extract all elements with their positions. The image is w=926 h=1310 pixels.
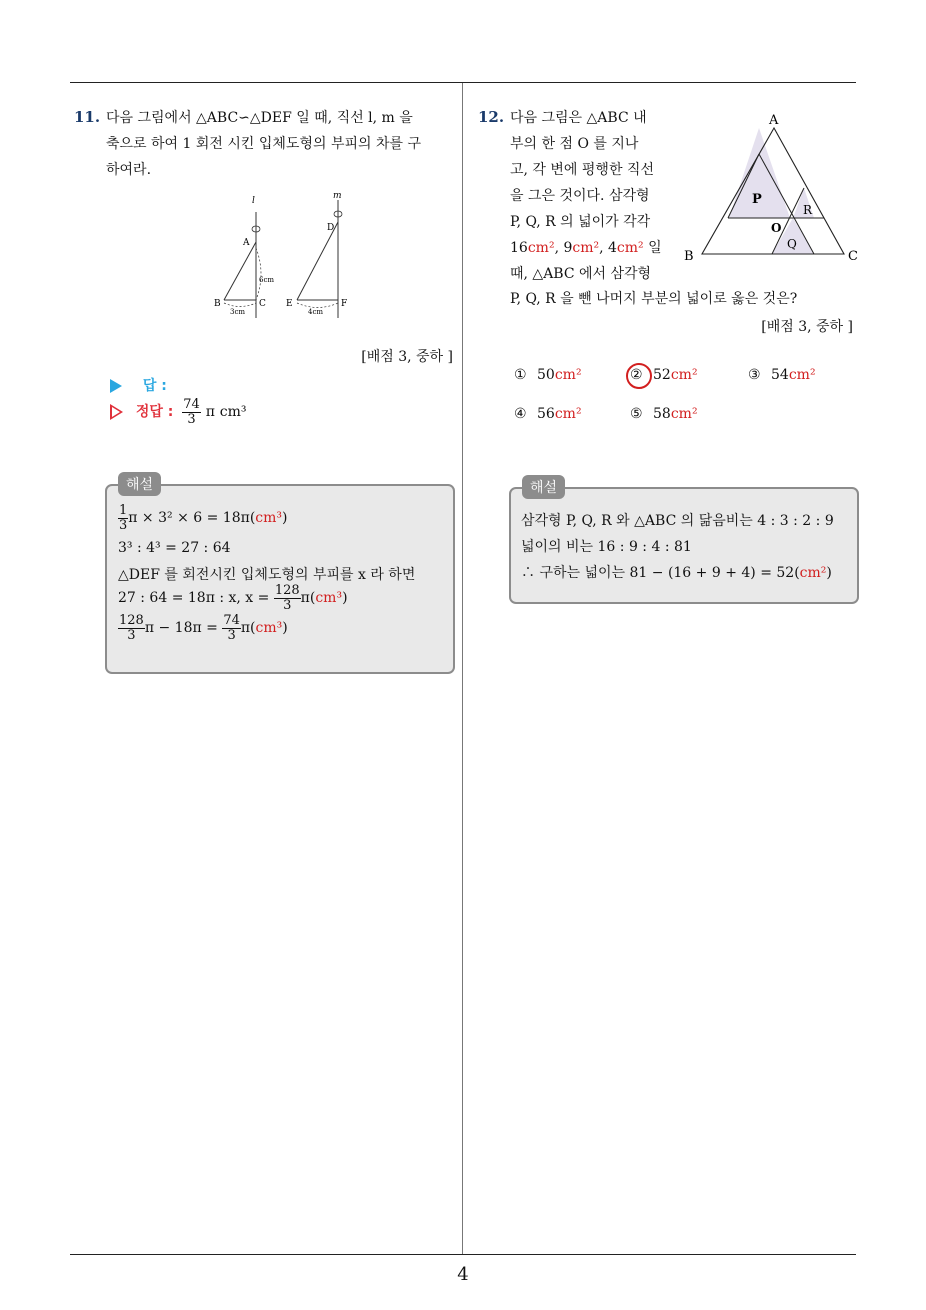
fraction-numerator: 1 [119,503,128,518]
q11-expl-line-3: △DEF 를 회전시킨 입체도형의 부피를 x 라 하면 [118,567,416,583]
expl-text: π( [240,620,256,637]
q11-expl-line-5 [118,614,288,642]
q11-correct-row [110,398,247,426]
q12-expl-line-3 [521,562,832,582]
fraction-denominator: 3 [119,517,128,533]
fraction-numerator: 128 [274,583,300,598]
q11-correct-label: 정답 : [135,404,174,421]
q12-choice-2[interactable] [630,367,698,383]
q12-score: [배점 3, 중하 ] [761,319,853,335]
fraction [118,504,128,532]
unit: cm² [670,367,698,383]
q11-correct-unit: cm³ [219,404,247,421]
q11-vertex-b: B [214,299,221,309]
choice-mark: ③ [748,367,761,383]
q11-score: [배점 3, 중하 ] [361,349,453,365]
unit: cm² [554,367,582,383]
q12-triangle-figure [680,108,866,268]
q12-choice-3[interactable] [748,367,816,383]
expl-text: ) [826,565,832,581]
unit: cm³ [315,590,343,607]
q11-axis-m-label: m [333,191,342,201]
fraction-numerator: 74 [223,613,240,628]
question-12-line-5: P, Q, R 의 넓이가 각각 [510,214,651,230]
unit: cm³ [255,620,283,637]
expl-text: 일 [643,240,662,256]
q11-vertex-d: D [327,223,335,233]
expl-text: ) [342,590,348,607]
triangle-outline-icon [110,404,123,420]
q12-area-r: , 4 [599,240,617,256]
unit: cm² [799,565,827,581]
question-11-line-2: 축으로 하여 1 회전 시킨 입체도형의 부피의 차를 구 [106,136,421,152]
question-12-line-4: 을 그은 것이다. 삼각형 [510,188,650,204]
expl-text: ∴ 구하는 넓이는 81 − (16 + 9 + 4) = 52( [521,565,800,581]
q11-base-left-label: 3cm [230,308,246,316]
fraction-denominator: 3 [127,627,136,643]
fraction-numerator: 74 [183,397,200,412]
expl-text: ) [282,510,288,527]
unit: cm² [527,240,555,256]
q11-correct-fraction [182,398,201,426]
expl-text: 27 : 64 = 18π : x, x = [118,590,274,607]
expl-text: π × 3² × 6 = 18π( [128,510,256,527]
question-12-line-1: 다음 그림은 △ABC 내 [510,110,647,126]
question-12-line-3: 고, 각 변에 평행한 직선 [510,162,654,178]
unit: cm² [572,240,600,256]
page-number: 4 [457,1264,469,1285]
q11-vertex-f: F [341,299,348,309]
q11-vertex-a: A [243,238,250,248]
bottom-rule [70,1254,856,1255]
expl-text: π( [300,590,316,607]
q12-label-q: Q [787,237,797,251]
q12-area-q: , 9 [554,240,573,256]
q11-axis-l-label: l [252,196,255,206]
q11-correct-pi: π [205,404,215,421]
q12-label-o: O [771,221,782,235]
choice-value: 54 [771,367,789,383]
q12-vertex-b: B [684,249,694,264]
q11-expl-line-4 [118,584,348,612]
choice-value: 58 [653,406,671,422]
q12-expl-line-1: 삼각형 P, Q, R 와 △ABC 의 닮음비는 4 : 3 : 2 : 9 [521,513,834,529]
choice-value: 52 [653,367,671,383]
q11-vertex-e: E [286,299,293,309]
unit: cm² [788,367,816,383]
q12-explanation-tab: 해설 [522,475,565,499]
question-12-line-8: P, Q, R 을 뺀 나머지 부분의 넓이로 옳은 것은? [510,291,798,307]
q11-similar-triangles-figure [200,190,360,325]
q12-expl-line-2: 넓이의 비는 16 : 9 : 4 : 81 [521,539,692,555]
q12-choice-5[interactable] [630,406,698,422]
q12-area-p: 16 [510,240,528,256]
choice-mark: ① [514,367,527,383]
q12-label-r: R [803,203,813,217]
q12-choice-4[interactable] [514,406,582,422]
question-11-line-1: 다음 그림에서 △ABC∽△DEF 일 때, 직선 l, m 을 [106,110,413,126]
q11-expl-line-2: 3³ : 4³ = 27 : 64 [118,540,231,556]
top-rule [70,82,856,83]
fraction [118,614,145,642]
unit: cm² [670,406,698,422]
choice-mark: ④ [514,406,527,422]
unit: cm² [554,406,582,422]
q11-height-label: 6cm [259,276,275,284]
fraction [222,614,241,642]
q11-expl-line-1 [118,504,287,532]
play-icon [110,379,122,393]
unit: cm² [616,240,644,256]
q11-answer-row [110,375,167,395]
q12-vertex-c: C [848,249,858,264]
q12-vertex-a: A [769,113,779,128]
fraction-denominator: 3 [283,597,292,613]
choice-value: 50 [537,367,555,383]
question-12-number: 12. [478,108,505,126]
expl-text: ) [282,620,288,637]
q11-answer-label: 답 : [142,378,167,394]
unit: cm³ [255,510,283,527]
choice-mark: ⑤ [630,406,643,422]
q12-label-p: P [752,192,762,207]
question-12-line-2: 부의 한 점 O 를 지나 [510,136,639,152]
column-divider [462,83,463,1254]
question-12-line-6 [510,238,662,258]
fraction-numerator: 128 [119,613,144,628]
question-12-line-7: 때, △ABC 에서 삼각형 [510,266,652,282]
expl-text: π − 18π = [144,620,223,637]
q11-explanation-tab: 해설 [118,472,161,496]
fraction [274,584,301,612]
question-11-number: 11. [74,108,101,126]
q11-vertex-c: C [259,299,266,309]
choice-value: 56 [537,406,555,422]
choice-mark: ② [630,367,643,383]
fraction-denominator: 3 [187,411,196,427]
q12-choice-1[interactable] [514,367,582,383]
q11-base-right-label: 4cm [308,308,324,316]
question-11-line-3: 하여라. [106,162,152,178]
fraction-denominator: 3 [227,627,236,643]
